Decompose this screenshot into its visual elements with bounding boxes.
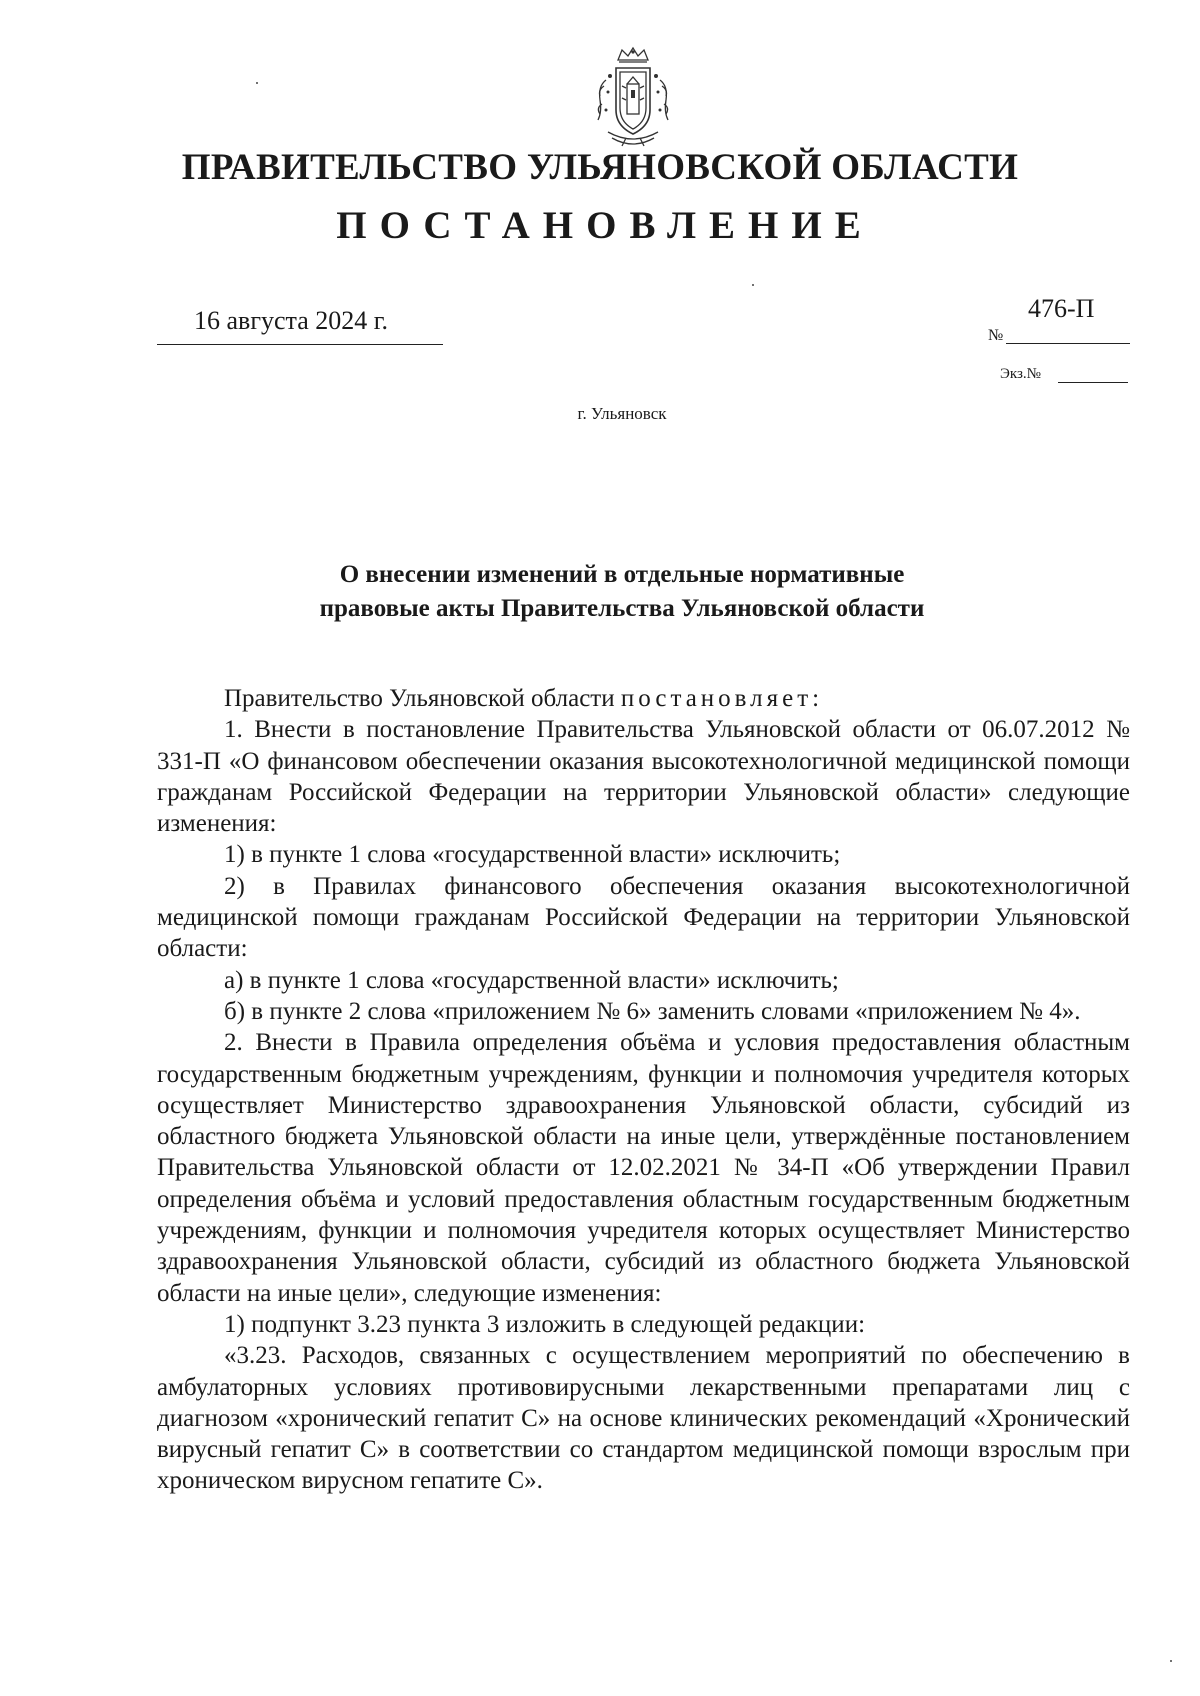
document-date: 16 августа 2024 г. xyxy=(194,306,388,335)
number-underline xyxy=(1006,343,1130,344)
copy-number-underline xyxy=(1058,382,1128,383)
clause-1-2-b: б) в пункте 2 слова «приложением № 6» заменить словами «приложением № 4». xyxy=(224,997,1081,1025)
scan-speck xyxy=(256,82,258,84)
scan-speck xyxy=(1170,1660,1172,1662)
document-number: 476-П xyxy=(1028,294,1095,323)
document-title xyxy=(0,558,1200,626)
number-sign: № xyxy=(988,327,1004,344)
clause-1-2-a: а) в пункте 1 слова «государственной власти» исключить; xyxy=(224,966,839,994)
clause-2: 2. Внести в Правила определения объёма и условия предоставления областным государственным бюджетным учреждениям, функции и полномочия учредителя которых осуществляет Министерство здравоохранения Ульяновской области, субсидий из областного бюджета Ульяновской области на иные цели, утверждённые постановлением Правительства Ульяновской области от 12.02.2021 № 34-П «Об утверждении Правил определения объёма и условий предоставления областным государственным бюджетным учреждениям, функции и полномочия учредителя которых осуществляет Министерство здравоохранения Ульяновской области, субсидий из областного бюджета Ульяновской области на иные цели», следующие изменения: xyxy=(157,1029,1130,1307)
title-line-2: правовые акты Правительства Ульяновской области xyxy=(319,595,925,622)
coat-of-arms-icon xyxy=(588,46,678,150)
clause-1-1: 1) в пункте 1 слова «государственной власти» исключить; xyxy=(224,841,841,869)
preamble xyxy=(157,683,1130,714)
clause-2-1: 1) подпункт 3.23 пункта 3 изложить в следующей редакции: xyxy=(224,1310,866,1338)
government-heading: ПРАВИТЕЛЬСТВО УЛЬЯНОВСКОЙ ОБЛАСТИ xyxy=(181,147,1019,188)
clause-1: 1. Внести в постановление Правительства Ульяновской области от 06.07.2012 № 331-П «О финансовом обеспечении оказания высокотехнологичной медицинской помощи гражданам Российской Федерации на территории Ульяновской области» следующие изменения: xyxy=(157,716,1130,838)
copy-number-label: Экз.№ xyxy=(1000,366,1041,382)
document-type-heading: ПОСТАНОВЛЕНИЕ xyxy=(336,204,874,247)
date-underline xyxy=(157,344,443,345)
preamble-decrees: постановляет: xyxy=(620,685,824,712)
document-body xyxy=(157,683,1130,1497)
preamble-prefix: Правительство Ульяновской области xyxy=(224,685,615,712)
city-label: г. Ульяновск xyxy=(577,404,667,423)
title-line-1: О внесении изменений в отдельные нормативные xyxy=(339,561,905,588)
clause-1-2: 2) в Правилах финансового обеспечения оказания высокотехнологичной медицинской помощи гражданам Российской Федерации на территории Ульяновской области: xyxy=(157,872,1130,963)
clause-2-1-text: «3.23. Расходов, связанных с осуществлением мероприятий по обеспечению в амбулаторных условиях противовирусными лекарственными препаратами лиц с диагнозом «хронический гепатит С» на основе клинических рекомендаций «Хронический вирусный гепатит С» в соответствии со стандартом медицинской помощи взрослым при хроническом вирусном гепатите С». xyxy=(157,1342,1130,1495)
scan-speck xyxy=(752,284,754,286)
